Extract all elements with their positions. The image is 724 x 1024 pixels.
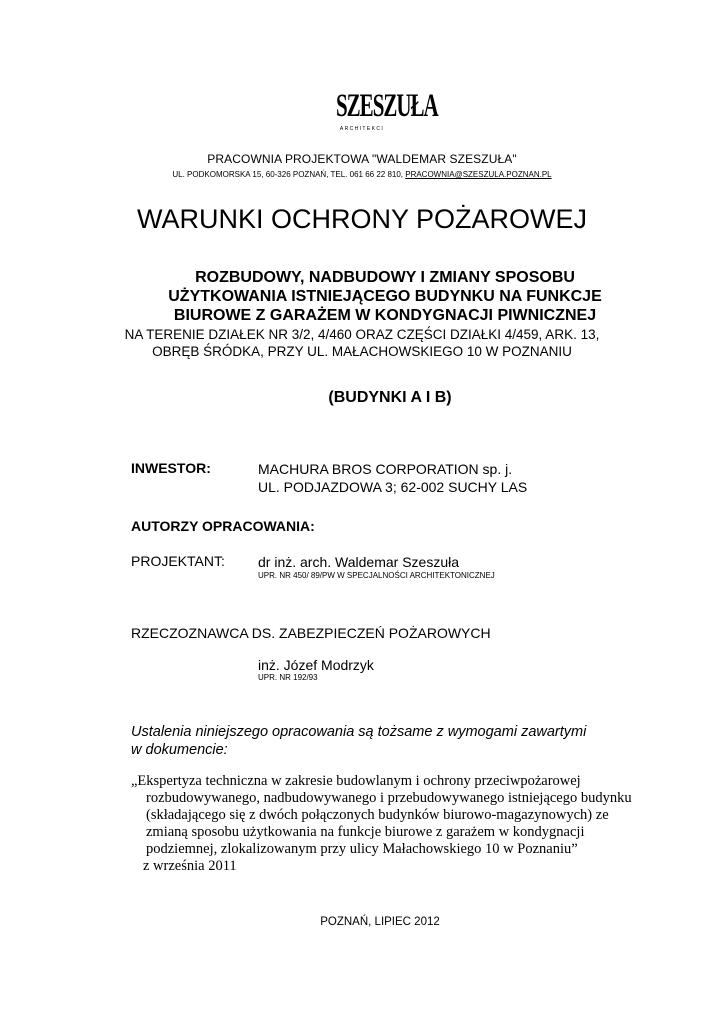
logo-wordmark: SZESZUŁA xyxy=(336,86,438,124)
document-subtitle xyxy=(0,268,724,325)
investor-label: INWESTOR: xyxy=(131,460,211,476)
designer-license: UPR. NR 450/ 89/PW W SPECJALNOŚCI ARCHITEKTONICZNEJ xyxy=(258,571,495,580)
studio-name: PRACOWNIA PROJEKTOWA "WALDEMAR SZESZUŁA" xyxy=(207,152,517,166)
subtitle-line: UŻYTKOWANIA ISTNIEJĄCEGO BUDYNKU NA FUNKCJE xyxy=(168,288,602,305)
conformity-note xyxy=(131,723,586,759)
company-logo xyxy=(330,86,438,136)
expert-license: UPR. NR 192/93 xyxy=(258,673,318,682)
quote-date: z września 2011 xyxy=(143,858,237,874)
address-text: UL. PODKOMORSKA 15, 60-326 POZNAŃ, TEL. 061 66 22 810, xyxy=(172,170,406,179)
location-line: OBRĘB ŚRÓDKA, PRZY UL. MAŁACHOWSKIEGO 10 W POZNANIU xyxy=(152,344,572,359)
quote-line: „Ekspertyza techniczna w zakresie budowlanym i ochrony przeciwpożarowej xyxy=(131,773,581,789)
quote-line: (składającego się z dwóch połączonych budynków biurowo-magazynowych) ze xyxy=(146,807,609,823)
expert-name: inż. Józef Modrzyk xyxy=(258,657,374,673)
logo-subtitle: ARCHITEKCI xyxy=(339,126,385,132)
referenced-document xyxy=(131,773,691,875)
designer-name: dr inż. arch. Waldemar Szeszuła xyxy=(258,554,459,570)
quote-line: zmianą sposobu użytkowania na funkcje biurowe z garażem w kondygnacji xyxy=(146,824,585,840)
subtitle-line: BIUROWE Z GARAŻEM W KONDYGNACJI PIWNICZNEJ xyxy=(173,307,597,324)
studio-address xyxy=(0,170,724,179)
designer-label: PROJEKTANT: xyxy=(131,553,225,569)
investor-details xyxy=(258,460,527,496)
note-line: Ustalenia niniejszego opracowania są tożsame z wymogami zawartymi xyxy=(131,724,587,740)
investor-name: MACHURA BROS CORPORATION sp. j. xyxy=(258,461,513,477)
quote-line: podziemnej, zlokalizowanym przy ulicy Małachowskiego 10 w Poznaniu” xyxy=(146,841,578,857)
place-and-date: POZNAŃ, LIPIEC 2012 xyxy=(320,916,440,928)
location-description xyxy=(0,326,724,360)
buildings-label: (BUDYNKI A I B) xyxy=(328,389,452,406)
document-title: WARUNKI OCHRONY POŻAROWEJ xyxy=(136,204,588,234)
expert-heading: RZECZOZNAWCA DS. ZABEZPIECZEŃ POŻAROWYCH xyxy=(131,625,491,641)
quote-line: rozbudowywanego, nadbudowywanego i przebudowywanego istniejącego budynku xyxy=(146,790,632,806)
note-line: w dokumencie: xyxy=(131,742,228,758)
location-line: NA TERENIE DZIAŁEK NR 3/2, 4/460 ORAZ CZĘŚCI DZIAŁKI 4/459, ARK. 13, xyxy=(124,327,600,342)
investor-address: UL. PODJAZDOWA 3; 62-002 SUCHY LAS xyxy=(258,479,528,495)
authors-heading: AUTORZY OPRACOWANIA: xyxy=(131,518,315,534)
email-link[interactable]: PRACOWNIA@SZESZULA.POZNAN.PL xyxy=(405,170,552,179)
subtitle-line: ROZBUDOWY, NADBUDOWY I ZMIANY SPOSOBU xyxy=(195,269,575,286)
